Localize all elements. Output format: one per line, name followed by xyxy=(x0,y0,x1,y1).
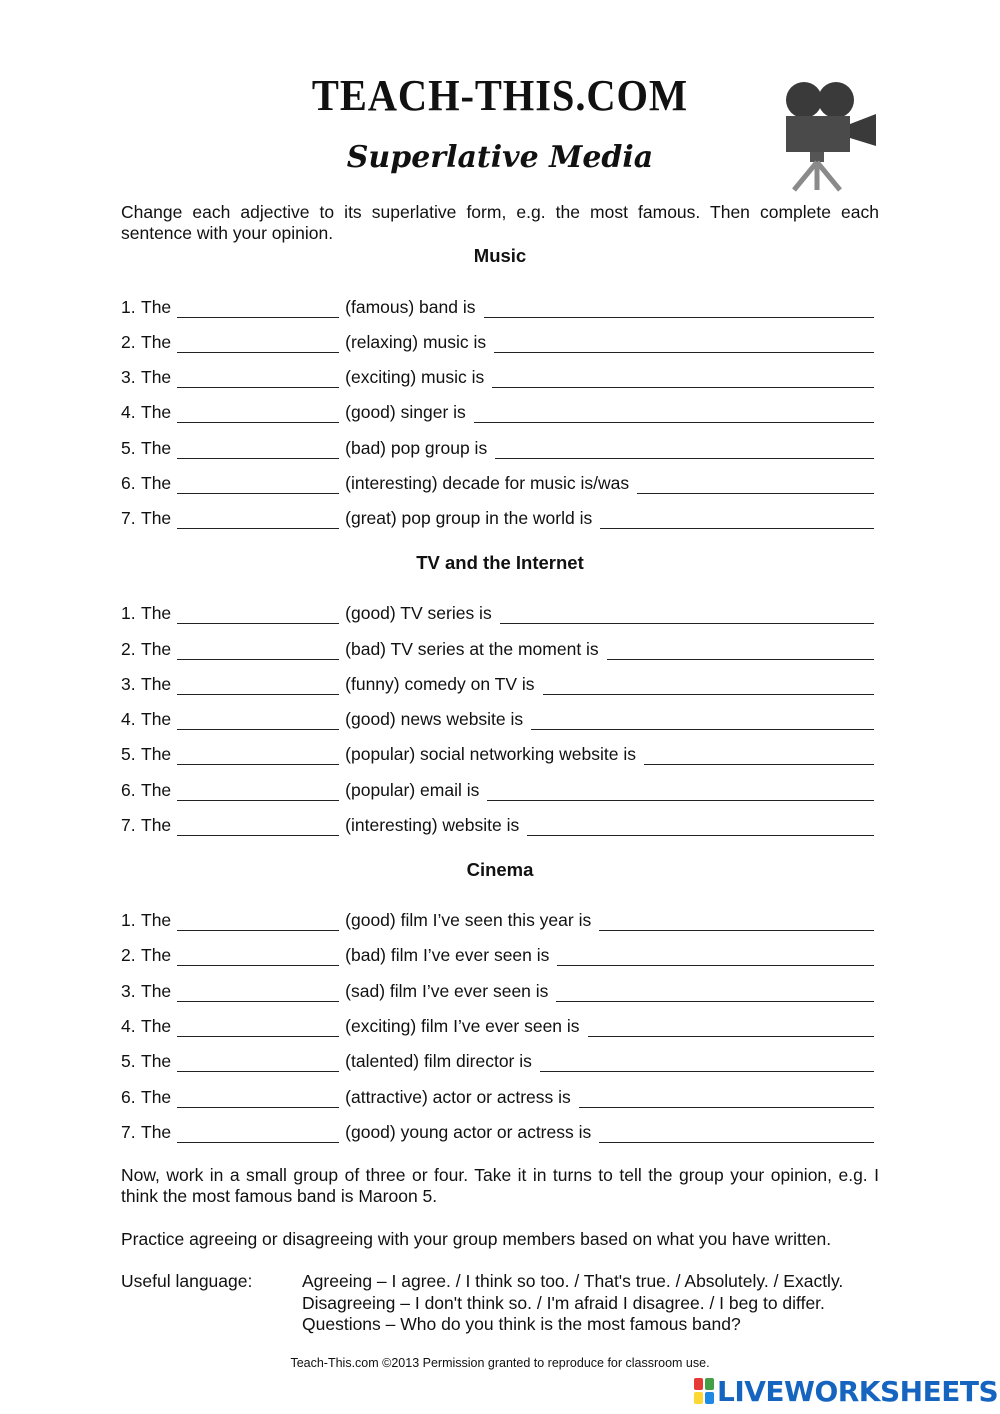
superlative-blank[interactable] xyxy=(177,945,339,966)
opinion-blank[interactable] xyxy=(494,332,874,353)
exercise-item xyxy=(121,706,874,730)
superlative-blank[interactable] xyxy=(177,815,339,836)
opinion-blank[interactable] xyxy=(637,473,874,494)
item-prompt: (funny) comedy on TV is xyxy=(345,674,535,694)
exercise-item xyxy=(121,1013,874,1037)
item-article: The xyxy=(141,1016,172,1036)
exercise-item xyxy=(121,636,874,660)
item-article: The xyxy=(141,639,172,659)
opinion-blank[interactable] xyxy=(599,1122,874,1143)
opinion-blank[interactable] xyxy=(600,508,874,529)
item-article: The xyxy=(141,402,172,422)
item-article: The xyxy=(141,367,172,387)
item-article: The xyxy=(141,1087,172,1107)
item-article: The xyxy=(141,815,172,835)
opinion-blank[interactable] xyxy=(644,744,874,765)
exercise-item xyxy=(121,942,874,966)
superlative-blank[interactable] xyxy=(177,402,339,423)
item-article: The xyxy=(141,332,172,352)
useful-language-agreeing: Agreeing – I agree. / I think so too. / That's true. / Absolutely. / Exactly. xyxy=(302,1271,844,1291)
item-number: 7. xyxy=(121,508,136,528)
section-heading-tv-internet: TV and the Internet xyxy=(416,552,584,573)
opinion-blank[interactable] xyxy=(599,910,874,931)
item-article: The xyxy=(141,945,172,965)
item-article: The xyxy=(141,473,172,493)
item-article: The xyxy=(141,1051,172,1071)
item-prompt: (exciting) film I’ve ever seen is xyxy=(345,1016,580,1036)
superlative-blank[interactable] xyxy=(177,910,339,931)
useful-language-disagreeing: Disagreeing – I don't think so. / I'm afraid I disagree. / I beg to differ. xyxy=(302,1292,825,1313)
opinion-blank[interactable] xyxy=(495,438,874,459)
logo-square-green xyxy=(705,1378,714,1390)
item-number: 4. xyxy=(121,1016,136,1036)
item-number: 6. xyxy=(121,780,136,800)
liveworksheets-watermark[interactable] xyxy=(694,1374,998,1408)
exercise-item xyxy=(121,1048,874,1072)
opinion-blank[interactable] xyxy=(500,603,874,624)
exercise-item xyxy=(121,364,874,388)
section-heading-cinema: Cinema xyxy=(466,859,534,880)
item-number: 1. xyxy=(121,603,136,623)
exercise-item xyxy=(121,1119,874,1143)
practice-instructions: Practice agreeing or disagreeing with your group members based on what you have written. xyxy=(121,1229,832,1249)
item-prompt: (bad) TV series at the moment is xyxy=(345,639,599,659)
item-prompt: (sad) film I’ve ever seen is xyxy=(345,981,549,1001)
section-heading-music: Music xyxy=(473,245,527,266)
item-article: The xyxy=(141,297,172,317)
item-prompt: (good) singer is xyxy=(345,402,466,422)
item-number: 3. xyxy=(121,674,136,694)
item-article: The xyxy=(141,603,172,623)
item-number: 3. xyxy=(121,367,136,387)
item-prompt: (good) news website is xyxy=(345,709,524,729)
item-prompt: (famous) band is xyxy=(345,297,476,317)
opinion-blank[interactable] xyxy=(557,945,874,966)
logo-square-yellow xyxy=(694,1392,703,1404)
liveworksheets-text: LIVEWORKSHEETS xyxy=(717,1374,999,1408)
exercise-item xyxy=(121,505,874,529)
item-article: The xyxy=(141,1122,172,1142)
item-number: 1. xyxy=(121,910,136,930)
exercise-item xyxy=(121,812,874,836)
item-number: 5. xyxy=(121,744,136,764)
superlative-blank[interactable] xyxy=(177,981,339,1002)
site-title: TEACH-THIS.COM xyxy=(311,71,689,120)
superlative-blank[interactable] xyxy=(177,1051,339,1072)
group-instructions: Now, work in a small group of three or four. Take it in turns to tell the group your opinion, e.g. I think the most famous band is Maroon 5. xyxy=(121,1165,879,1206)
exercise-item xyxy=(121,907,874,931)
exercise-item xyxy=(121,777,874,801)
item-number: 7. xyxy=(121,1122,136,1142)
exercise-item xyxy=(121,329,874,353)
superlative-blank[interactable] xyxy=(177,744,339,765)
item-prompt: (great) pop group in the world is xyxy=(345,508,593,528)
item-prompt: (good) film I’ve seen this year is xyxy=(345,910,592,930)
superlative-blank[interactable] xyxy=(177,473,339,494)
opinion-blank[interactable] xyxy=(487,780,874,801)
item-article: The xyxy=(141,674,172,694)
superlative-blank[interactable] xyxy=(177,367,339,388)
intro-text: Change each adjective to its superlative form, e.g. the most famous. Then complete each sentence with your opinion. xyxy=(121,202,879,243)
superlative-blank[interactable] xyxy=(177,332,339,353)
item-prompt: (interesting) decade for music is/was xyxy=(345,473,630,493)
item-number: 2. xyxy=(121,332,136,352)
exercise-item xyxy=(121,671,874,695)
useful-language-label: Useful language: xyxy=(121,1271,253,1291)
item-prompt: (bad) film I’ve ever seen is xyxy=(345,945,550,965)
superlative-blank[interactable] xyxy=(177,639,339,660)
liveworksheets-logo-icon xyxy=(694,1378,714,1404)
exercise-item xyxy=(121,978,874,1002)
exercise-item xyxy=(121,1084,874,1108)
item-prompt: (good) young actor or actress is xyxy=(345,1122,592,1142)
superlative-blank[interactable] xyxy=(177,1016,339,1037)
movie-camera-icon xyxy=(780,80,880,192)
opinion-blank[interactable] xyxy=(588,1016,874,1037)
item-article: The xyxy=(141,744,172,764)
item-article: The xyxy=(141,508,172,528)
opinion-blank[interactable] xyxy=(579,1087,874,1108)
exercise-item xyxy=(121,741,874,765)
item-prompt: (exciting) music is xyxy=(345,367,485,387)
item-article: The xyxy=(141,709,172,729)
superlative-blank[interactable] xyxy=(177,438,339,459)
exercise-item xyxy=(121,470,874,494)
item-number: 4. xyxy=(121,709,136,729)
opinion-blank[interactable] xyxy=(543,674,875,695)
item-number: 6. xyxy=(121,1087,136,1107)
useful-language-list xyxy=(302,1271,843,1336)
superlative-blank[interactable] xyxy=(177,674,339,695)
item-article: The xyxy=(141,981,172,1001)
opinion-blank[interactable] xyxy=(556,981,874,1002)
superlative-blank[interactable] xyxy=(177,297,339,318)
item-prompt: (talented) film director is xyxy=(345,1051,532,1071)
superlative-blank[interactable] xyxy=(177,1087,339,1108)
item-number: 3. xyxy=(121,981,136,1001)
opinion-blank[interactable] xyxy=(607,639,874,660)
worksheet-title: Superlative Media xyxy=(346,140,654,175)
item-number: 2. xyxy=(121,945,136,965)
logo-square-blue xyxy=(705,1392,714,1404)
opinion-blank[interactable] xyxy=(540,1051,874,1072)
useful-language-questions: Questions – Who do you think is the most famous band? xyxy=(302,1314,741,1334)
item-number: 6. xyxy=(121,473,136,493)
exercise-item xyxy=(121,399,874,423)
item-number: 1. xyxy=(121,297,136,317)
item-prompt: (popular) social networking website is xyxy=(345,744,636,764)
exercise-item xyxy=(121,435,874,459)
logo-square-red xyxy=(694,1378,703,1390)
item-article: The xyxy=(141,780,172,800)
item-prompt: (interesting) website is xyxy=(345,815,520,835)
copyright-footer: Teach-This.com ©2013 Permission granted to reproduce for classroom use. xyxy=(290,1356,710,1370)
item-prompt: (relaxing) music is xyxy=(345,332,487,352)
item-number: 4. xyxy=(121,402,136,422)
superlative-blank[interactable] xyxy=(177,603,339,624)
superlative-blank[interactable] xyxy=(177,709,339,730)
superlative-blank[interactable] xyxy=(177,780,339,801)
exercise-item xyxy=(121,294,874,318)
item-number: 5. xyxy=(121,438,136,458)
item-number: 5. xyxy=(121,1051,136,1071)
opinion-blank[interactable] xyxy=(474,402,874,423)
superlative-blank[interactable] xyxy=(177,508,339,529)
item-number: 7. xyxy=(121,815,136,835)
superlative-blank[interactable] xyxy=(177,1122,339,1143)
opinion-blank[interactable] xyxy=(531,709,874,730)
item-prompt: (good) TV series is xyxy=(345,603,492,623)
opinion-blank[interactable] xyxy=(492,367,874,388)
opinion-blank[interactable] xyxy=(484,297,875,318)
item-article: The xyxy=(141,910,172,930)
item-article: The xyxy=(141,438,172,458)
opinion-blank[interactable] xyxy=(527,815,874,836)
exercise-item xyxy=(121,600,874,624)
item-number: 2. xyxy=(121,639,136,659)
item-prompt: (bad) pop group is xyxy=(345,438,488,458)
item-prompt: (attractive) actor or actress is xyxy=(345,1087,571,1107)
item-prompt: (popular) email is xyxy=(345,780,480,800)
